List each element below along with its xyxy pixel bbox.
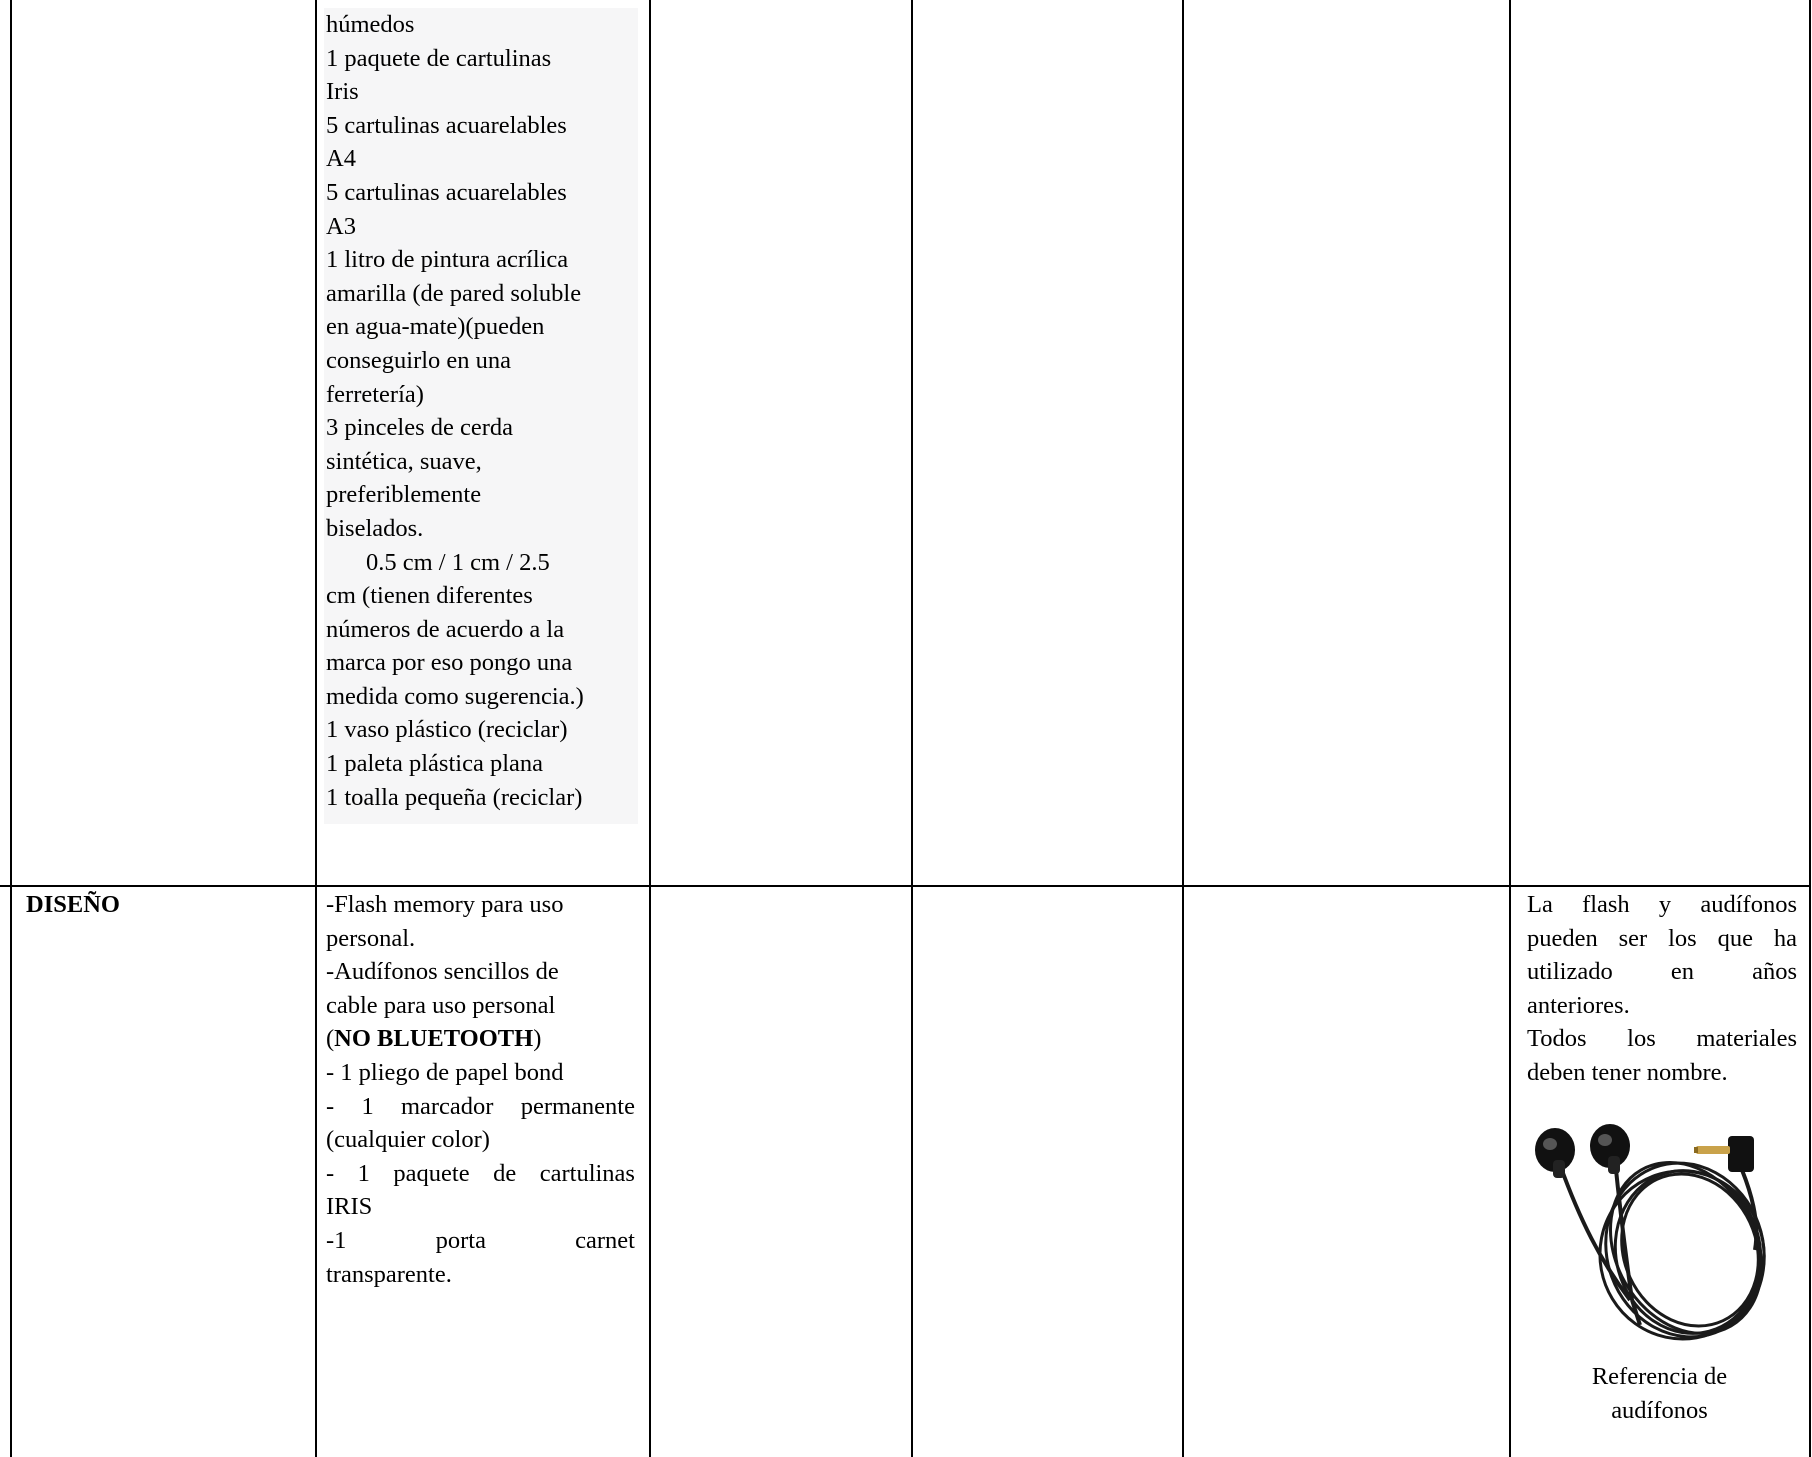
caption-line: Referencia de xyxy=(1591,1363,1728,1390)
list-item: húmedos xyxy=(326,11,415,38)
list-item: - 1 paquete de cartulinas xyxy=(326,1159,635,1187)
list-item: -Flash memory para uso xyxy=(326,891,564,918)
note-line: utilizado en años xyxy=(1527,958,1797,986)
list-item: números de acuerdo a la xyxy=(326,615,565,643)
list-item: 1 paleta plástica plana xyxy=(326,750,543,778)
list-item: (NO BLUETOOTH) xyxy=(326,1025,542,1053)
note-line: pueden ser los que ha xyxy=(1527,924,1797,952)
table-border-col5 xyxy=(1509,0,1511,1457)
list-item: amarilla (de pared soluble xyxy=(326,279,582,307)
list-item: IRIS xyxy=(326,1193,373,1221)
list-item: (cualquier color) xyxy=(326,1126,490,1154)
note-line: Todos los materiales xyxy=(1527,1025,1797,1053)
diseno-notes xyxy=(1527,888,1797,1090)
list-item: Iris xyxy=(326,78,359,106)
earphones-icon xyxy=(1520,1110,1800,1355)
list-item: A3 xyxy=(326,212,356,240)
list-item: 3 pinceles de cerda xyxy=(326,414,514,442)
subject-label xyxy=(26,888,120,922)
list-item: 5 cartulinas acuarelables xyxy=(326,178,567,206)
list-item: transparente. xyxy=(326,1260,452,1288)
list-item: cable para uso personal xyxy=(326,991,556,1019)
table-border-right xyxy=(1809,0,1811,1457)
table-border-left xyxy=(10,0,12,1457)
caption-line: audífonos xyxy=(1611,1396,1708,1424)
note-line: La flash y audífonos xyxy=(1527,891,1797,918)
list-item: cm (tienen diferentes xyxy=(326,582,533,610)
list-item: 0.5 cm / 1 cm / 2.5 xyxy=(366,548,550,576)
list-item: 1 vaso plástico (reciclar) xyxy=(326,716,568,744)
image-caption xyxy=(1512,1360,1807,1427)
note-line: anteriores. xyxy=(1527,991,1630,1019)
list-item: -1 porta carnet xyxy=(326,1226,635,1254)
list-item: 1 litro de pintura acrílica xyxy=(326,246,569,274)
list-item: preferiblemente xyxy=(326,481,482,509)
list-item: en agua-mate)(pueden xyxy=(326,313,545,341)
list-item: personal. xyxy=(326,924,416,952)
list-item: - 1 pliego de papel bond xyxy=(326,1058,564,1086)
table-border-col4 xyxy=(1182,0,1184,1457)
list-item: medida como sugerencia.) xyxy=(326,682,584,710)
list-item: -Audífonos sencillos de xyxy=(326,958,559,986)
list-item: 5 cartulinas acuarelables xyxy=(326,111,567,139)
table-border-col3 xyxy=(911,0,913,1457)
list-item: marca por eso pongo una xyxy=(326,649,573,677)
list-item: biselados. xyxy=(326,514,424,542)
list-item: A4 xyxy=(326,145,356,173)
list-item: sintética, suave, xyxy=(326,447,482,475)
table-border-col1 xyxy=(315,0,317,1457)
note-line: deben tener nombre. xyxy=(1527,1058,1728,1086)
list-item: 1 paquete de cartulinas xyxy=(326,44,552,72)
list-item: - 1 marcador permanente xyxy=(326,1092,635,1120)
list-item: conseguirlo en una xyxy=(326,346,512,374)
row-separator xyxy=(0,885,1811,887)
materials-list-continued xyxy=(326,8,636,814)
no-bluetooth-emphasis: NO BLUETOOTH xyxy=(334,1025,534,1053)
list-item: 1 toalla pequeña (reciclar) xyxy=(326,783,583,811)
list-item: ferretería) xyxy=(326,380,424,408)
table-border-col2 xyxy=(649,0,651,1457)
subject-name: DISEÑO xyxy=(26,891,120,918)
diseno-materials xyxy=(326,888,635,1291)
